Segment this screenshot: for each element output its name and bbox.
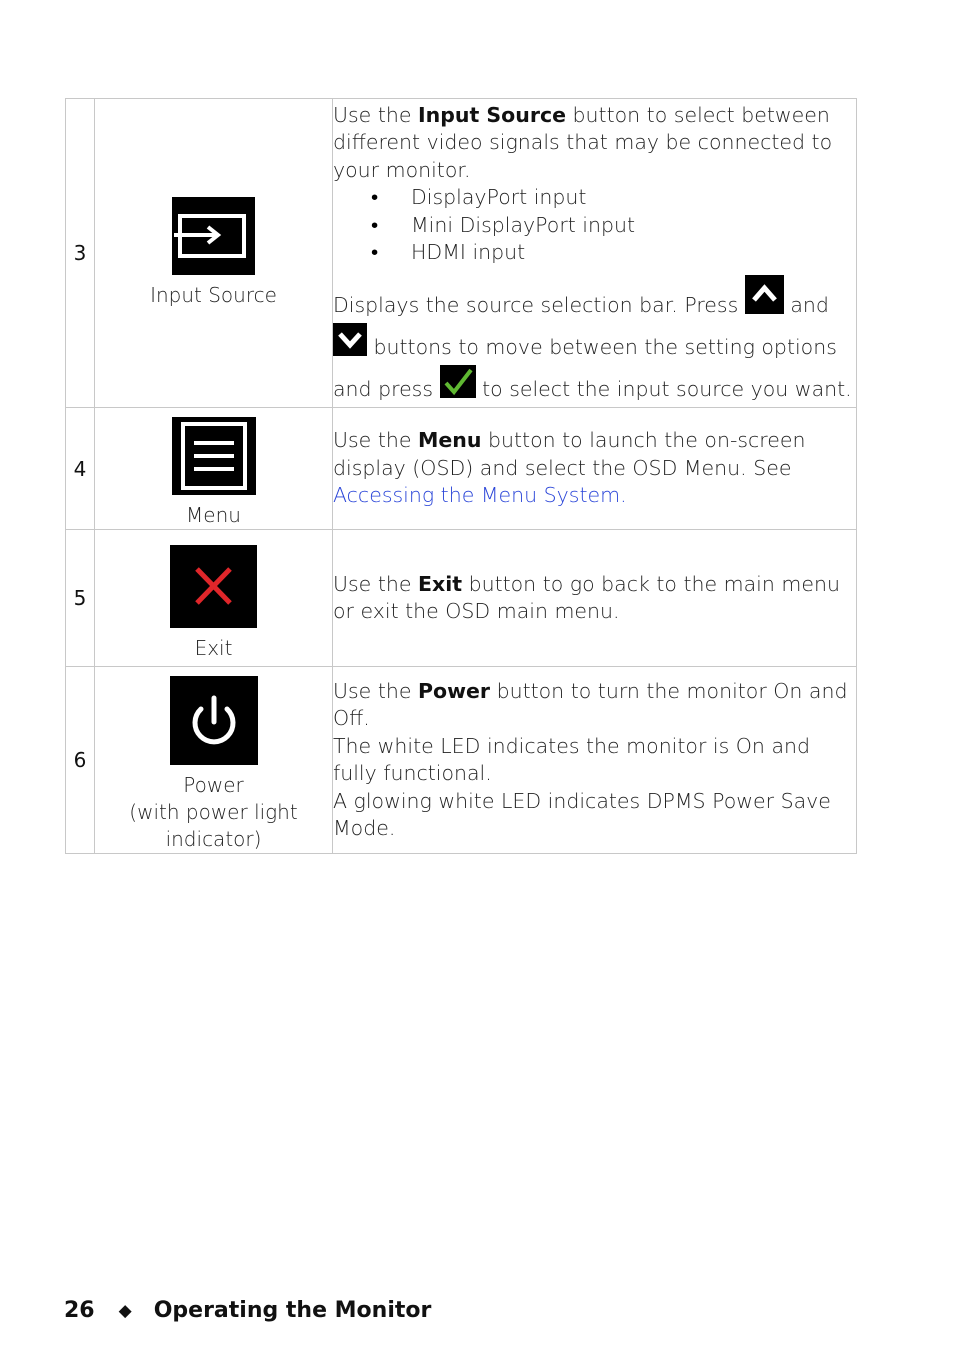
icon-cell: [95, 99, 333, 408]
description-cell: Use the Input Source button to select between different video signals that may be connected to your monitor. • DisplayPort input • Mini DisplayPort input • HDMI input Displays the source selection bar. Press and buttons to move between the setting options and press to select the input source you want.: [333, 99, 857, 408]
menu-icon: [172, 417, 256, 495]
icon-cell: [95, 667, 333, 854]
icon-caption: (with power light: [129, 799, 298, 824]
row-number: 3: [66, 99, 95, 408]
up-arrow-icon: [745, 275, 784, 314]
control-name: Input Source: [417, 102, 567, 127]
description-cell: Use the Exit button to go back to the main menu or exit the OSD main menu.: [333, 530, 857, 667]
row-number: 6: [66, 667, 95, 854]
control-name: Menu: [417, 428, 482, 453]
table-row: [66, 667, 857, 854]
description-cell: Use the Power button to turn the monitor On and Off. The white LED indicates the monitor is On and fully functional. A glowing white LED indicates DPMS Power Save Mode.: [333, 667, 857, 854]
row-number: 5: [66, 530, 95, 667]
control-name: Exit: [417, 571, 463, 596]
checkmark-icon: [440, 365, 476, 398]
row-number: 4: [66, 408, 95, 530]
list-item: • HDMI input: [371, 239, 856, 267]
dpms-description: A glowing white LED indicates DPMS Power Save Mode.: [333, 788, 831, 840]
section-title: Operating the Monitor: [153, 1298, 432, 1323]
diamond-separator-icon: ◆: [118, 1300, 132, 1321]
controls-table: [65, 98, 857, 854]
icon-caption: Exit: [194, 635, 233, 660]
list-item: • Mini DisplayPort input: [371, 212, 856, 240]
down-arrow-icon: [333, 323, 367, 356]
icon-cell: [95, 408, 333, 530]
icon-cell: [95, 530, 333, 667]
led-description: The white LED indicates the monitor is On and fully functional.: [333, 733, 811, 785]
description-cell: Use the Menu button to launch the on-screen display (OSD) and select the OSD Menu. See Accessing the Menu System.: [333, 408, 857, 530]
icon-caption: Power: [183, 772, 244, 797]
table-row: [66, 530, 857, 667]
table-row: [66, 99, 857, 408]
exit-icon: [170, 545, 257, 628]
list-item: • DisplayPort input: [371, 184, 856, 212]
input-list: [333, 184, 856, 267]
power-icon: [170, 676, 258, 765]
icon-caption: Menu: [186, 502, 241, 527]
input-source-icon: [172, 197, 255, 275]
control-name: Power: [417, 678, 491, 703]
icon-caption: Input Source: [150, 283, 277, 307]
table-row: [66, 408, 857, 530]
page-number: 26: [64, 1298, 95, 1323]
menu-system-link[interactable]: Accessing the Menu System: [333, 483, 621, 508]
icon-caption: indicator): [165, 826, 262, 851]
page-footer: [64, 1298, 431, 1323]
